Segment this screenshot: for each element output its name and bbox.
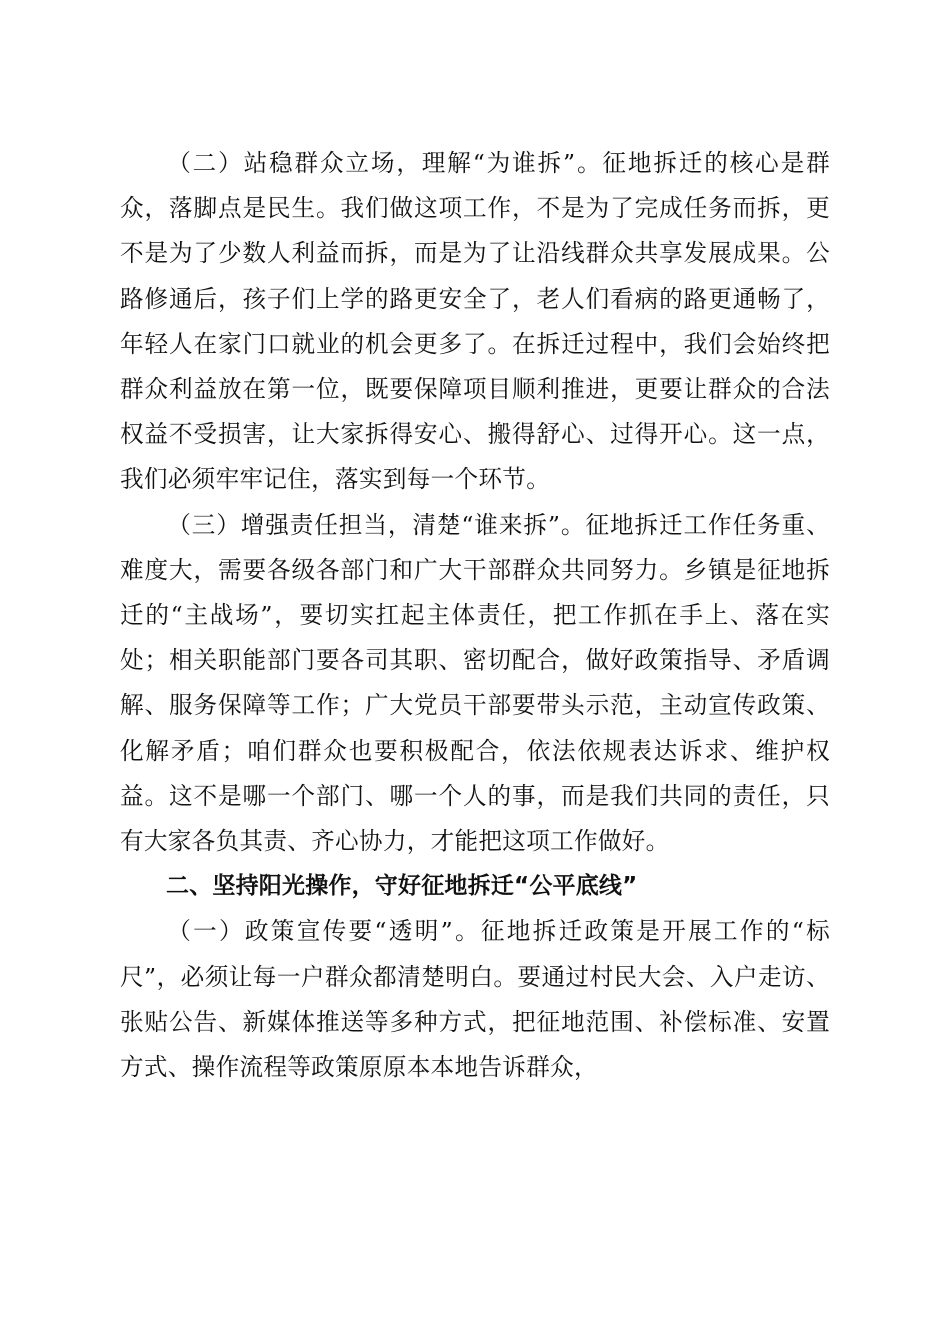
- paragraph-section-1-item-2: （二）站稳群众立场，理解“为谁拆”。征地拆迁的核心是群众，落脚点是民生。我们做这项工作，不是为了完成任务而拆，更不是为了少数人利益而拆，而是为了让沿线群众共享发展成果。公路修通后，孩子们上学的路更安全了，老人们看病的路更通畅了，年轻人在家门口就业的机会更多了。在拆迁过程中，我们会始终把群众利益放在第一位，既要保障项目顺利推进，更要让群众的合法权益不受损害，让大家拆得安心、搬得舒心、过得开心。这一点，我们必须牢牢记住，落实到每一个环节。: [120, 149, 830, 494]
- section-heading: 二、坚持阳光操作，守好征地拆迁“公平底线”: [166, 873, 638, 900]
- paragraph-section-1-item-3: （三）增强责任担当，清楚“谁来拆”。征地拆迁工作任务重、难度大，需要各级各部门和广大干部群众共同努力。乡镇是征地拆迁的“主战场”，要切实扛起主体责任，把工作抓在手上、落在实处；相关职能部门要各司其职、密切配合，做好政策指导、矛盾调解、服务保障等工作；广大党员干部要带头示范，主动宣传政策、化解矛盾；咱们群众也要积极配合，依法依规表达诉求、维护权益。这不是哪一个部门、哪一个人的事，而是我们共同的责任，只有大家各负其责、齐心协力，才能把这项工作做好。: [120, 510, 830, 856]
- document-body: [120, 141, 830, 1090]
- paragraph-section-2-item-1: （一）政策宣传要“透明”。征地拆迁政策是开展工作的“标尺”，必须让每一户群众都清楚明白。要通过村民大会、入户走访、张贴公告、新媒体推送等多种方式，把征地范围、补偿标准、安置方式、操作流程等政策原原本本地告诉群众，: [120, 917, 830, 1082]
